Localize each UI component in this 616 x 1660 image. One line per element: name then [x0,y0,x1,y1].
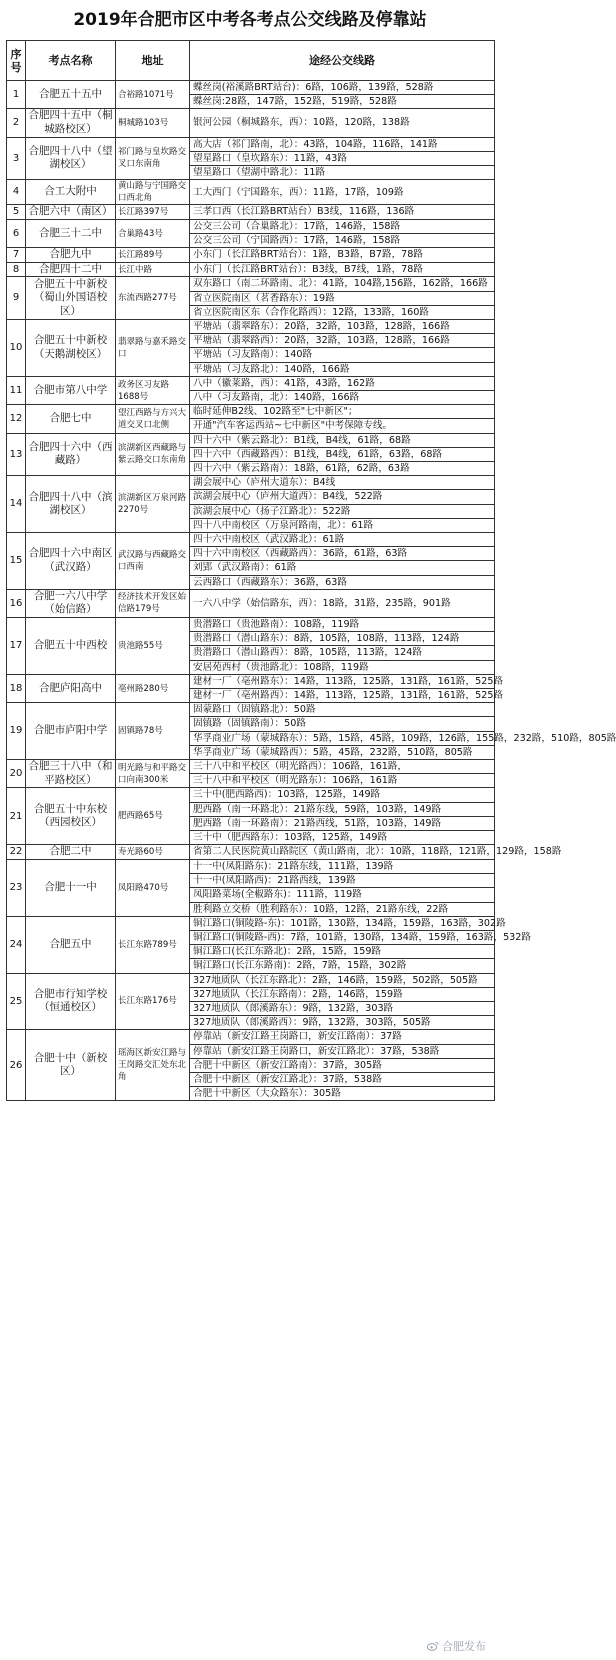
route-cell: 高大店（祁门路南，北）：43路，104路，116路，141路 [190,137,495,151]
route-cell: 华孚商业广场（蒙城路西）：5路，45路，232路，510路，805路 [190,745,495,759]
route-cell: 八中（习友路南，北）：140路，166路 [190,391,495,405]
page-title: 2019年合肥市区中考各考点公交线路及停靠站 [73,10,427,30]
route-cell: 蝶丝岗(裕溪路BRT站台)：6路，106路，139路，528路 [190,81,495,95]
school-cell: 合肥五十中新校（天鹅湖校区） [26,320,116,377]
index-cell: 19 [7,703,26,760]
index-cell: 15 [7,533,26,590]
address-cell: 固镇路78号 [116,703,190,760]
route-cell: 滨湖会展中心（庐州大道西）：B4线，522路 [190,490,495,504]
route-cell: 一六八中学（始信路东，西）：18路，31路，235路，901路 [190,589,495,617]
address-cell: 合巢路43号 [116,219,190,247]
route-cell: 安居苑西村（贵池路北）：108路，119路 [190,660,495,674]
table-row [7,180,495,205]
address-cell: 瑶海区新安江路与王岗路交汇处东北角 [116,1030,190,1101]
table-row [7,405,495,419]
route-cell: 滨湖会展中心（扬子江路北）：522路 [190,504,495,518]
index-cell: 14 [7,476,26,533]
index-cell: 1 [7,81,26,109]
table-row [7,376,495,390]
route-cell: 公交三公司（宁国路西）：17路，146路，158路 [190,234,495,248]
school-cell: 合肥庐阳高中 [26,674,116,702]
header-row [7,41,495,81]
index-cell: 18 [7,674,26,702]
school-cell: 合肥四十八中（滨湖校区） [26,476,116,533]
address-cell: 武汉路与西藏路交口西南 [116,533,190,590]
address-cell: 桐城路103号 [116,109,190,137]
route-cell: 蝶丝岗:28路，147路，152路，519路，528路 [190,95,495,109]
route-cell: 四十六中（紫云路北）：B1线，B4线，61路，68路 [190,433,495,447]
route-cell: 凤阳路菜场(全椒路东)：111路，119路 [190,888,495,902]
route-cell: 四十六中（紫云路南）：18路，61路，62路，63路 [190,462,495,476]
index-cell: 21 [7,788,26,845]
address-cell: 经济技术开发区始信路179号 [116,589,190,617]
route-cell: 三十八中和平校区（明光路西）：106路，161路， [190,760,495,774]
address-cell: 明光路与和平路交口向南300米 [116,760,190,788]
school-cell: 合肥五十中新校（蜀山外国语校区） [26,277,116,320]
table-row [7,205,495,220]
route-cell: 肥西路（南一环路北）：21路东线，59路，103路，149路 [190,802,495,816]
route-cell: 平塘站（习友路南）：140路 [190,348,495,362]
index-cell: 20 [7,760,26,788]
table-row [7,618,495,632]
index-cell: 24 [7,916,26,973]
route-cell: 云西路口（西藏路东）：36路，63路 [190,575,495,589]
route-cell: 327地质队（郎溪路东）：9路，132路，303路 [190,1001,495,1015]
route-cell: 刘郢（武汉路南）：61路 [190,561,495,575]
school-cell: 合肥四十六中（西藏路） [26,433,116,476]
route-cell: 合肥十中新区（新安江路北）：37路，538路 [190,1072,495,1086]
header-routes: 途经公交线路 [190,41,495,81]
table-row [7,1030,495,1044]
route-cell: 327地质队（长江东路北）：2路，146路，159路，502路，505路 [190,973,495,987]
index-cell: 4 [7,180,26,205]
address-cell: 望江西路与方兴大道交叉口北侧 [116,405,190,433]
school-cell: 合肥三十二中 [26,219,116,247]
route-cell: 四十六中（西藏路西）：B1线，B4线，61路，63路，68路 [190,447,495,461]
route-cell: 省第二人民医院黄山路院区（黄山路南，北）：10路，118路，121路，129路，158路 [190,845,495,860]
school-cell: 合肥市庐阳中学 [26,703,116,760]
table-row [7,476,495,490]
route-cell: 建材一厂（亳州路东）：14路，113路，125路，131路，161路，525路 [190,674,495,688]
index-cell: 11 [7,376,26,404]
route-cell: 贵潜路口（潜山路西）：8路，105路，113路，124路 [190,646,495,660]
school-cell: 合肥十中（新校区） [26,1030,116,1101]
table-row [7,533,495,547]
watermark-text: 合肥发布 [442,1640,486,1653]
school-cell: 合肥十一中 [26,859,116,916]
route-cell: 停靠站（新安江路王岗路口，新安江路南）：37路 [190,1030,495,1044]
school-cell: 合肥五十中西校 [26,618,116,675]
table-row [7,81,495,95]
address-cell: 东流西路277号 [116,277,190,320]
route-cell: 平塘站（翡翠路东）：20路，32路，103路，128路，166路 [190,320,495,334]
route-cell: 停靠站（新安江路王岗路口，新安江路北）：37路，538路 [190,1044,495,1058]
route-cell: 八中（徽莱路，西）：41路，43路，162路 [190,376,495,390]
table-row [7,703,495,717]
route-cell: 平塘站（翡翠路西）：20路，32路，103路，128路，166路 [190,334,495,348]
route-cell: 肥西路（南一环路南）：21路西线，51路，103路，149路 [190,816,495,830]
school-cell: 合肥市行知学校（恒通校区） [26,973,116,1030]
table-row [7,916,495,930]
route-cell: 三十中(肥西路西)：103路，125路，149路 [190,788,495,802]
table-body [7,81,616,1101]
table-row [7,589,495,617]
address-cell: 长江东路176号 [116,973,190,1030]
route-cell: 华孚商业广场（蒙城路东）：5路，15路，45路，109路，126路，155路，232路，510路，805路 [190,731,495,745]
index-cell: 10 [7,320,26,377]
table-row [7,859,495,873]
index-cell: 9 [7,277,26,320]
route-cell: 327地质队（长江东路南）：2路，146路，159路 [190,987,495,1001]
address-cell: 贵池路55号 [116,618,190,675]
school-cell: 合肥七中 [26,405,116,433]
address-cell: 翡翠路与嘉禾路交口 [116,320,190,377]
school-cell: 合肥五十中东校（西园校区） [26,788,116,845]
address-cell: 祁门路与皇坎路交叉口东南角 [116,137,190,180]
school-cell: 合肥四十六中南区（武汉路） [26,533,116,590]
route-cell: 铜江路口(长江东路南)：2路，7路，15路，302路 [190,959,495,973]
header-address: 地址 [116,41,190,81]
route-cell: 工大西门（宁国路东，西）：11路，17路，109路 [190,180,495,205]
table-row [7,760,495,774]
index-cell: 3 [7,137,26,180]
route-cell: 建材一厂（亳州路西）：14路，113路，125路，131路，161路，525路 [190,689,495,703]
route-cell: 十一中(凤阳路西)：21路西线，139路 [190,874,495,888]
index-cell: 12 [7,405,26,433]
route-cell: 公交三公司（合巢路北）：17路，146路，158路 [190,219,495,233]
table-row [7,277,495,291]
route-cell: 合肥十中新区（新安江路南）：37路，305路 [190,1058,495,1072]
route-cell: 小东门（长江路BRT站台）：B3线，B7线，1路，78路 [190,262,495,277]
route-cell: 十一中(凤阳路东)：21路东线，111路，139路 [190,859,495,873]
index-cell: 17 [7,618,26,675]
index-cell: 26 [7,1030,26,1101]
header-index: 序号 [7,41,26,81]
index-cell: 7 [7,248,26,263]
address-cell: 长江东路789号 [116,916,190,973]
school-cell: 合肥市第八中学 [26,376,116,404]
route-cell: 省立医院南区东（合作化路西）：12路，133路，160路 [190,305,495,319]
route-cell: 银河公园（桐城路东，西）：10路，120路，138路 [190,109,495,137]
address-cell: 滨湖新区万泉河路2270号 [116,476,190,533]
school-cell: 合工大附中 [26,180,116,205]
route-cell: 省立医院南区（茗香路东）：19路 [190,291,495,305]
route-cell: 固蒙路口（固镇路北）：50路 [190,703,495,717]
table-row [7,845,495,860]
index-cell: 22 [7,845,26,860]
school-cell: 合肥九中 [26,248,116,263]
route-cell: 望星路口（皇坎路东）：11路，43路 [190,151,495,165]
route-cell: 双东路口（南二环路南、北）：41路，104路,156路，162路，166路 [190,277,495,291]
bus-route-table [6,40,616,1101]
address-cell: 政务区习友路1688号 [116,376,190,404]
route-cell: 合肥十中新区（大众路东）：305路 [190,1087,495,1101]
index-cell: 13 [7,433,26,476]
route-cell: 望星路口（望湖中路北）：11路 [190,166,495,180]
route-cell: 固镇路（固镇路南）：50路 [190,717,495,731]
address-cell: 滨湖新区西藏路与紫云路交口东南角 [116,433,190,476]
table-row [7,674,495,688]
route-cell: 临时延伸B2线、102路至"七中新区"； [190,405,495,419]
route-cell: 327地质队（郎溪路西）：9路，132路，303路，505路 [190,1016,495,1030]
route-cell: 四十八中南校区（万泉河路南，北）：61路 [190,518,495,532]
route-cell: 湖会展中心（庐州大道东）：B4线 [190,476,495,490]
table-row [7,788,495,802]
watermark [427,1638,486,1654]
index-cell: 25 [7,973,26,1030]
table-row [7,433,495,447]
school-cell: 合肥一六八中学（始信路） [26,589,116,617]
school-cell: 合肥五中 [26,916,116,973]
route-cell: 三十中（肥西路东）：103路，125路，149路 [190,831,495,845]
address-cell: 合裕路1071号 [116,81,190,109]
route-cell: 铜江路口(铜陵路-西)：7路，101路，130路，134路，159路，163路，532路 [190,930,495,944]
table-row [7,109,495,137]
header-school: 考点名称 [26,41,116,81]
address-cell: 长江路89号 [116,248,190,263]
index-cell: 8 [7,262,26,277]
school-cell: 合肥三十八中（和平路校区） [26,760,116,788]
address-cell: 寿光路60号 [116,845,190,860]
route-cell: 贵潜路口（潜山路东）：8路，105路，108路，113路，124路 [190,632,495,646]
table-row [7,248,495,263]
index-cell: 5 [7,205,26,220]
index-cell: 23 [7,859,26,916]
table-row [7,973,495,987]
route-cell: 胜利路立交桥（胜利路东）：10路，12路，21路东线，22路 [190,902,495,916]
address-cell: 亳州路280号 [116,674,190,702]
route-cell: 三孝口西（长江路BRT站台）B3线，116路，136路 [190,205,495,220]
table-row [7,320,495,334]
route-cell: 四十六中南校区（武汉路北）：61路 [190,533,495,547]
school-cell: 合肥四十八中（望湖校区） [26,137,116,180]
route-cell: 平塘站（习友路北）：140路，166路 [190,362,495,376]
address-cell: 黄山路与宁国路交口西北角 [116,180,190,205]
index-cell: 6 [7,219,26,247]
route-cell: 贵潜路口（贵池路南）：108路，119路 [190,618,495,632]
address-cell: 长江中路 [116,262,190,277]
school-cell: 合肥六中（南区） [26,205,116,220]
route-cell: 开通"汽车客运西站~七中新区"中考保障专线。 [190,419,495,433]
route-cell: 铜江路口(长江东路北)：2路，15路，159路 [190,945,495,959]
address-cell: 肥西路65号 [116,788,190,845]
index-cell: 16 [7,589,26,617]
address-cell: 凤阳路470号 [116,859,190,916]
table-row [7,137,495,151]
index-cell: 2 [7,109,26,137]
school-cell: 合肥四十五中（桐城路校区） [26,109,116,137]
school-cell: 合肥四十二中 [26,262,116,277]
school-cell: 合肥五十五中 [26,81,116,109]
route-cell: 四十六中南校区（西藏路西）：36路，61路，63路 [190,547,495,561]
table-row [7,262,495,277]
table-row [7,219,495,233]
address-cell: 长江路397号 [116,205,190,220]
school-cell: 合肥二中 [26,845,116,860]
weibo-icon [427,1641,439,1651]
route-cell: 铜江路口(铜陵路-东)：101路，130路，134路，159路，163路，302路 [190,916,495,930]
route-cell: 三十八中和平校区（明光路东）：106路，161路 [190,774,495,788]
route-cell: 小东门（长江路BRT站台）：1路，B3路，B7路，78路 [190,248,495,263]
